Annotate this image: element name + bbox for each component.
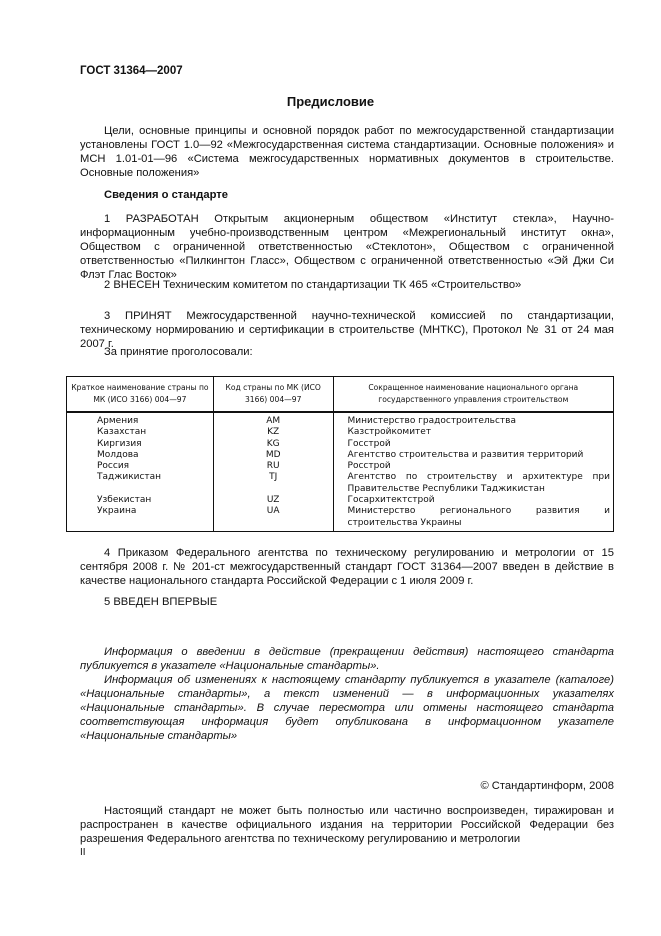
notice-2-text: Информация об изменениях к настоящему стандарту публикуется в указателе (каталоге) «Национальные стандарты», а текст изменений — в информационных указателях «Национальные стандарты». В случае пересмотра или отмены настоящего стандарта соответствующая информация будет опубликована в информационном указателе «Национальные стандарты» <box>80 674 614 742</box>
organ-cell: Госстрой <box>333 439 613 450</box>
code-cell: KG <box>213 439 333 450</box>
country-cell: Россия <box>67 461 214 472</box>
table-header-row <box>67 377 614 413</box>
code-cell: TJ <box>213 472 333 495</box>
code-cell: AM <box>213 412 333 427</box>
table-row <box>67 412 614 427</box>
reproduction-notice-paragraph <box>80 804 614 846</box>
notice-1-text: Информация о введении в действие (прекращении действия) настоящего стандарта публикуется в указателе «Национальные стандарты». <box>80 646 614 672</box>
column-header-organ: Сокращенное наименование национального органа государственного управления строительством <box>333 377 613 413</box>
item-4-paragraph <box>80 546 614 588</box>
organ-cell: Росстрой <box>333 461 613 472</box>
item-1-text: 1 РАЗРАБОТАН Открытым акционерным обществом «Институт стекла», Научно-информационным учебно-производственным центром «Межрегиональный институт окна», Обществом с ограниченной ответственностью «Стеклотон», Обществом с ограниченной ответственностью «Пилкингтон Гласс», Обществом с ограниченной ответственностью «Эй Джи Си Флэт Глас Восток» <box>80 213 614 281</box>
item-4-text: 4 Приказом Федерального агентства по техническому регулированию и метрологии от 15 сентября 2008 г. № 201-ст межгосударственный стандарт ГОСТ 31364—2007 введен в действие в качестве национального стандарта Российской Федерации с 1 июля 2009 г. <box>80 547 614 587</box>
column-header-code: Код страны по МК (ИСО 3166) 004—97 <box>213 377 333 413</box>
table-row <box>67 427 614 438</box>
notice-2-paragraph <box>80 673 614 743</box>
item-2-paragraph <box>80 278 614 292</box>
table-row <box>67 450 614 461</box>
organ-cell: Агентство по строительству и архитектуре при Правительстве Республики Таджикистан <box>333 472 613 495</box>
table-row <box>67 472 614 495</box>
country-cell: Армения <box>67 412 214 427</box>
table-row <box>67 495 614 506</box>
item-2-text: 2 ВНЕСЕН Техническим комитетом по стандартизации ТК 465 «Строительство» <box>104 279 522 291</box>
table-row <box>67 506 614 531</box>
column-header-country: Краткое наименование страны по МК (ИСО 3166) 004—97 <box>67 377 214 413</box>
organ-cell: Министерство регионального развития и строительства Украины <box>333 506 613 531</box>
copyright-notice: © Стандартинформ, 2008 <box>480 780 614 792</box>
country-cell: Киргизия <box>67 439 214 450</box>
organ-cell: Казстройкомитет <box>333 427 613 438</box>
item-1-paragraph <box>80 212 614 282</box>
code-cell: RU <box>213 461 333 472</box>
reproduction-notice-text: Настоящий стандарт не может быть полностью или частично воспроизведен, тиражирован и распространен в качестве официального издания на территории Российской Федерации без разрешения Федерального агентства по техническому регулированию и метрологии <box>80 805 614 845</box>
code-cell: UA <box>213 506 333 531</box>
code-cell: KZ <box>213 427 333 438</box>
item-3-text: 3 ПРИНЯТ Межгосударственной научно-технической комиссией по стандартизации, техническому нормированию и сертификации в строительстве (МНТКС), Протокол № 31 от 24 мая 2007 г. <box>80 310 614 350</box>
item-3-paragraph <box>80 309 614 351</box>
country-cell: Украина <box>67 506 214 531</box>
intro-paragraph <box>80 124 614 180</box>
page-number: II <box>80 847 86 858</box>
code-cell: UZ <box>213 495 333 506</box>
voted-label: За принятие проголосовали: <box>104 346 253 358</box>
organ-cell: Агентство строительства и развития территорий <box>333 450 613 461</box>
item-5-text: 5 ВВЕДЕН ВПЕРВЫЕ <box>104 596 218 608</box>
notice-1-paragraph <box>80 645 614 673</box>
standard-code-header: ГОСТ 31364—2007 <box>80 65 183 77</box>
country-cell: Таджикистан <box>67 472 214 495</box>
section-heading: Сведения о стандарте <box>104 189 228 201</box>
table-row <box>67 461 614 472</box>
country-cell: Казахстан <box>67 427 214 438</box>
organ-cell: Министерство градостроительства <box>333 412 613 427</box>
voting-table <box>66 376 614 532</box>
country-cell: Узбекистан <box>67 495 214 506</box>
organ-cell: Госархитектстрой <box>333 495 613 506</box>
intro-text: Цели, основные принципы и основной порядок работ по межгосударственной стандартизации установлены ГОСТ 1.0—92 «Межгосударственная система стандартизации. Основные положения» и МСН 1.01-01—96 «Система межгосударственных нормативных документов в строительстве. Основные положения» <box>80 125 614 179</box>
page-title: Предисловие <box>286 94 375 109</box>
country-cell: Молдова <box>67 450 214 461</box>
table-row <box>67 439 614 450</box>
code-cell: MD <box>213 450 333 461</box>
